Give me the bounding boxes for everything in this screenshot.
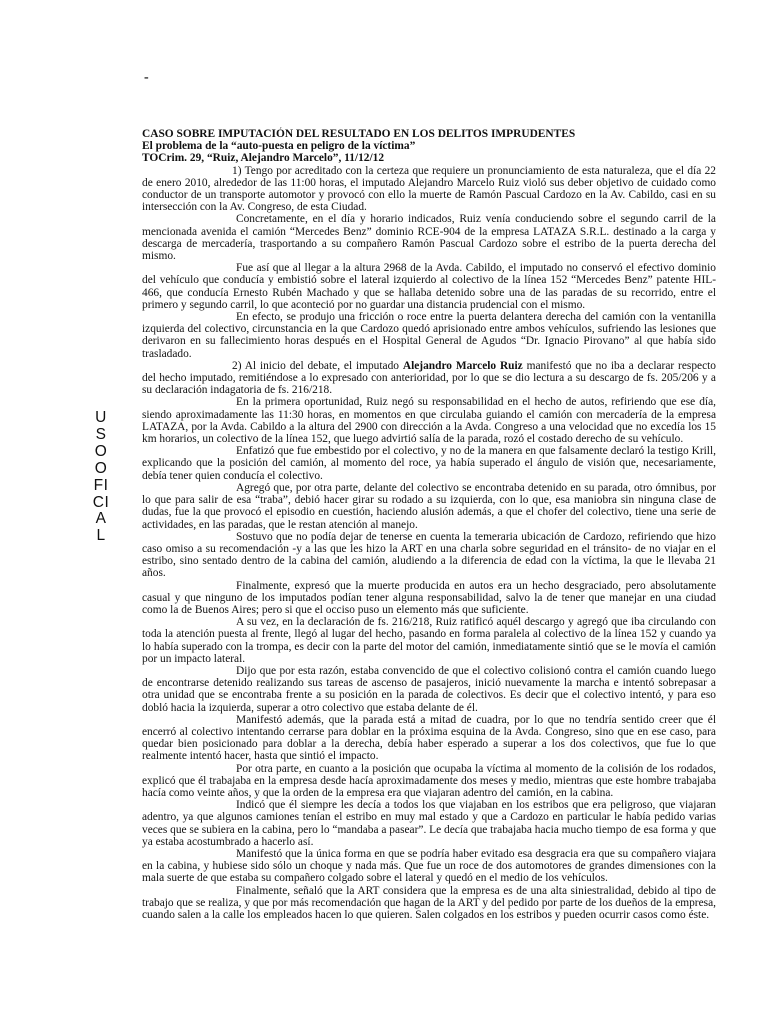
- paragraph: Sostuvo que no podía dejar de tenerse en cuenta la temeraria ubicación de Cardozo, refiriendo que hizo caso omiso a su recomendación -y a las que les hizo la ART en una charla sobre seguridad en el tránsito- de no viajar en el estribo, sino sentado dentro de la cabina del camión, aludiendo a la diferencia de edad con la víctima, la que le llevaba 21 años.: [142, 530, 716, 580]
- bold-name: Alejandro Marcelo Ruiz: [402, 359, 523, 372]
- paragraph: 1) Tengo por acreditado con la certeza que requiere un pronunciamiento de esta naturaleza, que el día 22 de enero 2010, alrededor de las 11:00 horas, el imputado Alejandro Marcelo Ruiz violó sus deber objetivo de cuidado como conductor de un transporte automotor y provocó con ello la muerte de Ramón Pascual Cardozo en la Av. Cabildo, casi en su intersección con la Av. Congreso, de esta Ciudad.: [142, 164, 716, 214]
- document-subtitle: El problema de la “auto-puesta en peligro de la víctima”: [142, 140, 416, 153]
- stamp-letter: CI: [92, 493, 110, 511]
- paragraph: Finalmente, señaló que la ART considera que la empresa es de una alta siniestralidad, debido al tipo de trabajo que se realiza, y que por más recomendación que hagan de la ART y del pedido por parte de los dueños de la empresa, cuando salen a la calle los empleados hacen lo que quieren. Salen colgados en los estribos y pueden ocurrir casos como éste.: [142, 884, 716, 921]
- document-body: [142, 128, 716, 921]
- paragraph: Agregó que, por otra parte, delante del colectivo se encontraba detenido en su parada, otro ómnibus, por lo que para salir de esa “traba”, debió hacer girar su rodado a su izquierda, con lo que, esa maniobra sin ninguna clase de dudas, fue la que provocó el episodio en cuestión, haciendo alusión además, a que el chofer del colectivo, tiene una serie de actividades, en las paradas, que le restan atención al manejo.: [142, 481, 716, 531]
- paragraph: Concretamente, en el día y horario indicados, Ruiz venía conduciendo sobre el segundo carril de la mencionada avenida el camión “Mercedes Benz” dominio RCE-904 de la empresa LATAZA S.R.L. destinado a la carga y descarga de mercadería, trasportando a su compañero Ramón Pascual Cardozo sobre el estribo de la puerta derecha del mismo.: [142, 213, 716, 263]
- paragraph: Fue así que al llegar a la altura 2968 de la Avda. Cabildo, el imputado no conservó el efectivo dominio del vehículo que conducía y embistió sobre el lateral izquierdo al colectivo de la línea 152 “Mercedes Benz” patente HIL-466, que conducía Ernesto Rubén Machado y que se hallaba detenido sobre una de las paradas de su recorrido, entre el primero y segundo carril, lo que aconteció por no guardar una distancia prudencial con el mismo.: [142, 262, 716, 311]
- stamp-letter: L: [96, 527, 106, 545]
- stamp-letter: S: [95, 425, 107, 443]
- case-reference: TOCrim. 29, “Ruiz, Alejandro Marcelo”, 11/12/12: [142, 152, 385, 165]
- document-title: CASO SOBRE IMPUTACIÓN DEL RESULTADO EN LOS DELITOS IMPRUDENTES: [142, 128, 576, 140]
- paragraph: Manifestó que la única forma en que se podría haber evitado esa desgracia era que su compañero viajara en la cabina, y hubiese sido sólo un choque y nada más. Que fue un roce de dos automotores de grandes dimensiones con la mala suerte de que estaba su compañero colgado sobre el lateral y quedó en el medio de los vehículos.: [142, 847, 716, 885]
- stamp-letter: U: [95, 409, 107, 426]
- paragraph: A su vez, en la declaración de fs. 216/218, Ruiz ratificó aquél descargo y agregó que iba circulando con toda la atención puesta al frente, llegó al lugar del hecho, pasando en forma paralela al colectivo de la línea 152 y cuando ya lo había superado con la trompa, es decir con la parte del motor del camión, inmediatamente sintió que se le movía el camión por un impacto lateral.: [142, 616, 716, 665]
- uso-oficial-stamp: [86, 410, 116, 545]
- paragraph: Dijo que por esta razón, estaba convencido de que el colectivo colisionó contra el camión cuando luego de encontrarse detenido realizando sus tareas de ascenso de pasajeros, inició nuevamente la marcha e intentó sobrepasar a otra unidad que se encontraba frente a su posición en la parada de colectivos. Es decir que el colectivo intentó, y para eso dobló hacia la izquierda, superar a otro colectivo que estaba delante de él.: [142, 664, 716, 714]
- stamp-letter: O: [94, 442, 108, 460]
- paragraph: 2) Al inicio del debate, el imputado Alejandro Marcelo Ruiz manifestó que no iba a declarar respecto del hecho imputado, remitiéndose a lo expresado con anterioridad, por lo que se dio lectura a su descargo de fs. 205/206 y a su declaración indagatoria de fs. 216/218.: [142, 359, 716, 397]
- paragraph: Indicó que él siempre les decía a todos los que viajaban en los estribos que era peligroso, que viajaran adentro, ya que algunos camiones tenían el estribo en muy mal estado y que a Cardozo en particular le había pedido varias veces que se subiera en la cabina, pero lo “mandaba a pasear”. Le decía que trabajaba hacia mucho tiempo de esa forma y que ya estaba acostumbrado a hacerlo así.: [142, 799, 716, 848]
- paragraphs: [142, 165, 716, 922]
- paragraph: En efecto, se produjo una fricción o roce entre la puerta delantera derecha del camión con la ventanilla izquierda del colectivo, circunstancia en la que Cardozo quedó aprisionado entre ambos vehículos, sufriendo las lesiones que derivaron en su fallecimiento horas después en el Hospital General de Agudos “Dr. Ignacio Pirovano” al que había sido trasladado.: [142, 311, 716, 360]
- paragraph: Manifestó además, que la parada está a mitad de cuadra, por lo que no tendría sentido creer que él encerró al colectivo intentando cerrarse para doblar en la próxima esquina de la Avda. Congreso, sino que en ese caso, para quedar bien posicionado para doblar a la derecha, debía haber esperado a superar a los dos colectivos, que fue lo que realmente intentó hacer, hasta que sintió el impacto.: [142, 713, 716, 763]
- paragraph: Por otra parte, en cuanto a la posición que ocupaba la víctima al momento de la colisión de los rodados, explicó que él trabajaba en la empresa desde hacía aproximadamente dos meses y medio, mientras que este hombre trabajaba hacía como veinte años, y que la orden de la empresa era que viajaran adentro del camión, en la cabina.: [142, 762, 716, 799]
- paragraph: Enfatizó que fue embestido por el colectivo, y no de la manera en que falsamente declaró la testigo Krill, explicando que la posición del camión, al momento del roce, ya había superado el ángulo de visión que, necesariamente, debía tener quien conducía el colectivo.: [142, 445, 716, 482]
- header-mark: -: [144, 70, 149, 85]
- stamp-letter: O: [94, 459, 108, 477]
- stamp-letter: FI: [93, 476, 109, 494]
- stamp-letter: A: [95, 510, 107, 528]
- paragraph: En la primera oportunidad, Ruiz negó su responsabilidad en el hecho de autos, refiriendo que ese día, siendo aproximadamente las 11:30 horas, en momentos en que circulaba guiando el camión con mercadería de la empresa LATAZA, por la Avda. Cabildo a la altura del 2900 con dirección a la Avda. Congreso a una velocidad que no excedía los 15 km horarios, un colectivo de la línea 152, que luego advirtió salía de la parada, rozó el costado derecho de su vehículo.: [142, 396, 716, 446]
- paragraph: Finalmente, expresó que la muerte producida en autos era un hecho desgraciado, pero absolutamente casual y que ninguno de los imputados podían tener alguna responsabilidad, salvo la de tener que manejar en una ciudad como la de Buenos Aires; pero si que el occiso puso un elemento más que suficiente.: [142, 579, 716, 616]
